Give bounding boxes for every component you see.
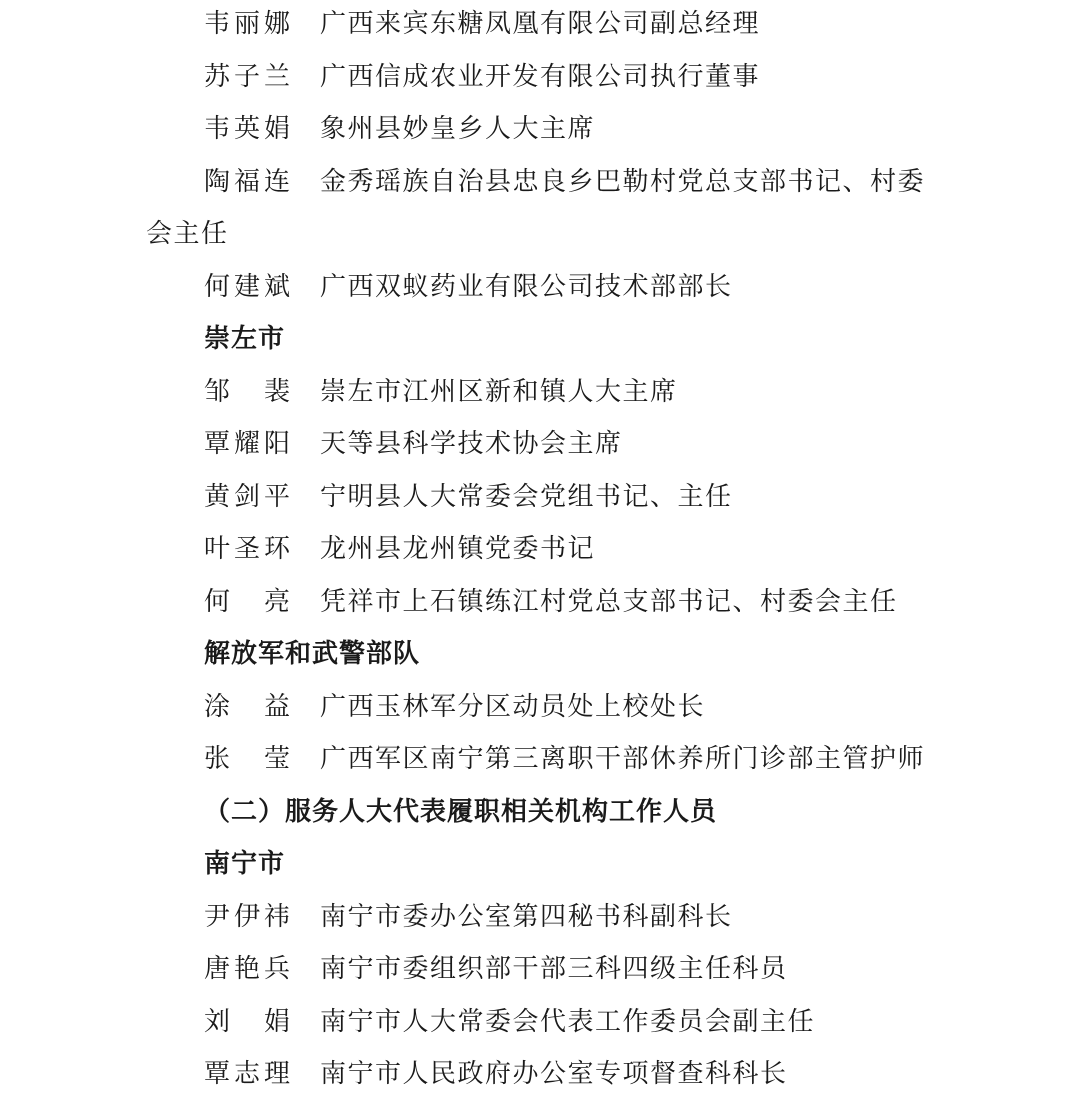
person-title: 南宁市人大常委会代表工作委员会副主任 xyxy=(320,1006,816,1037)
person-name: 韦 英 娟 xyxy=(204,114,290,144)
person-entry xyxy=(0,477,1080,517)
person-title: 凭祥市上石镇练江村党总支部书记、村委会主任 xyxy=(320,586,898,617)
person-name: 唐 艳 兵 xyxy=(204,954,290,984)
person-name: 覃 耀 阳 xyxy=(204,429,290,459)
person-entry xyxy=(0,372,1080,412)
person-name: 覃 志 理 xyxy=(204,1059,290,1089)
section-heading-text: （二）服务人大代表履职相关机构工作人员 xyxy=(204,796,718,827)
person-title: 广西来宾东糖凤凰有限公司副总经理 xyxy=(320,9,761,39)
person-entry xyxy=(0,949,1080,989)
person-name: 张 莹 xyxy=(204,744,290,774)
person-entry xyxy=(0,687,1080,727)
person-title: 南宁市人民政府办公室专项督查科科长 xyxy=(320,1059,788,1089)
person-entry xyxy=(0,582,1080,622)
person-title: 金秀瑶族自治县忠良乡巴勒村党总支部书记、村委 xyxy=(320,166,926,197)
person-name: 涂 益 xyxy=(204,691,290,722)
person-name: 何 亮 xyxy=(204,586,290,617)
person-title: 天等县科学技术协会主席 xyxy=(320,429,623,459)
title-continuation xyxy=(0,214,1080,254)
person-name: 韦 丽 娜 xyxy=(204,9,290,39)
person-entry xyxy=(0,267,1080,307)
person-title: 南宁市委组织部干部三科四级主任科员 xyxy=(320,954,788,984)
person-entry xyxy=(0,897,1080,937)
person-entry xyxy=(0,1054,1080,1094)
person-entry xyxy=(0,162,1080,202)
region-heading-text: 南宁市 xyxy=(204,849,286,879)
person-entry xyxy=(0,57,1080,97)
person-title: 崇左市江州区新和镇人大主席 xyxy=(320,376,678,407)
person-entry xyxy=(0,1002,1080,1042)
person-title: 广西信成农业开发有限公司执行董事 xyxy=(320,61,761,92)
person-title: 广西双蚁药业有限公司技术部部长 xyxy=(320,271,733,302)
region-heading-text: 崇左市 xyxy=(204,324,286,354)
continuation-text: 会主任 xyxy=(146,219,229,249)
person-name: 黄 剑 平 xyxy=(204,481,290,512)
person-title: 南宁市委办公室第四秘书科副科长 xyxy=(320,901,733,932)
person-name: 苏 子 兰 xyxy=(204,61,290,92)
region-heading xyxy=(0,844,1080,884)
person-name: 邹 裴 xyxy=(204,376,290,407)
region-heading-text: 解放军和武警部队 xyxy=(204,639,421,669)
person-title: 宁明县人大常委会党组书记、主任 xyxy=(320,481,733,512)
region-heading xyxy=(0,634,1080,674)
person-entry xyxy=(0,109,1080,149)
person-title: 龙州县龙州镇党委书记 xyxy=(320,534,596,564)
region-heading xyxy=(0,319,1080,359)
person-title: 广西军区南宁第三离职干部休养所门诊部主管护师 xyxy=(320,744,926,774)
person-name: 叶 圣 环 xyxy=(204,534,290,564)
person-title: 广西玉林军分区动员处上校处长 xyxy=(320,691,706,722)
person-title: 象州县妙皇乡人大主席 xyxy=(320,114,596,144)
person-entry xyxy=(0,424,1080,464)
person-name: 尹 伊 祎 xyxy=(204,901,290,932)
person-name: 何 建 斌 xyxy=(204,271,290,302)
person-entry xyxy=(0,4,1080,44)
person-entry xyxy=(0,529,1080,569)
person-name: 陶 福 连 xyxy=(204,166,290,197)
person-entry xyxy=(0,739,1080,779)
person-name: 刘 娟 xyxy=(204,1006,290,1037)
section-heading xyxy=(0,792,1080,832)
